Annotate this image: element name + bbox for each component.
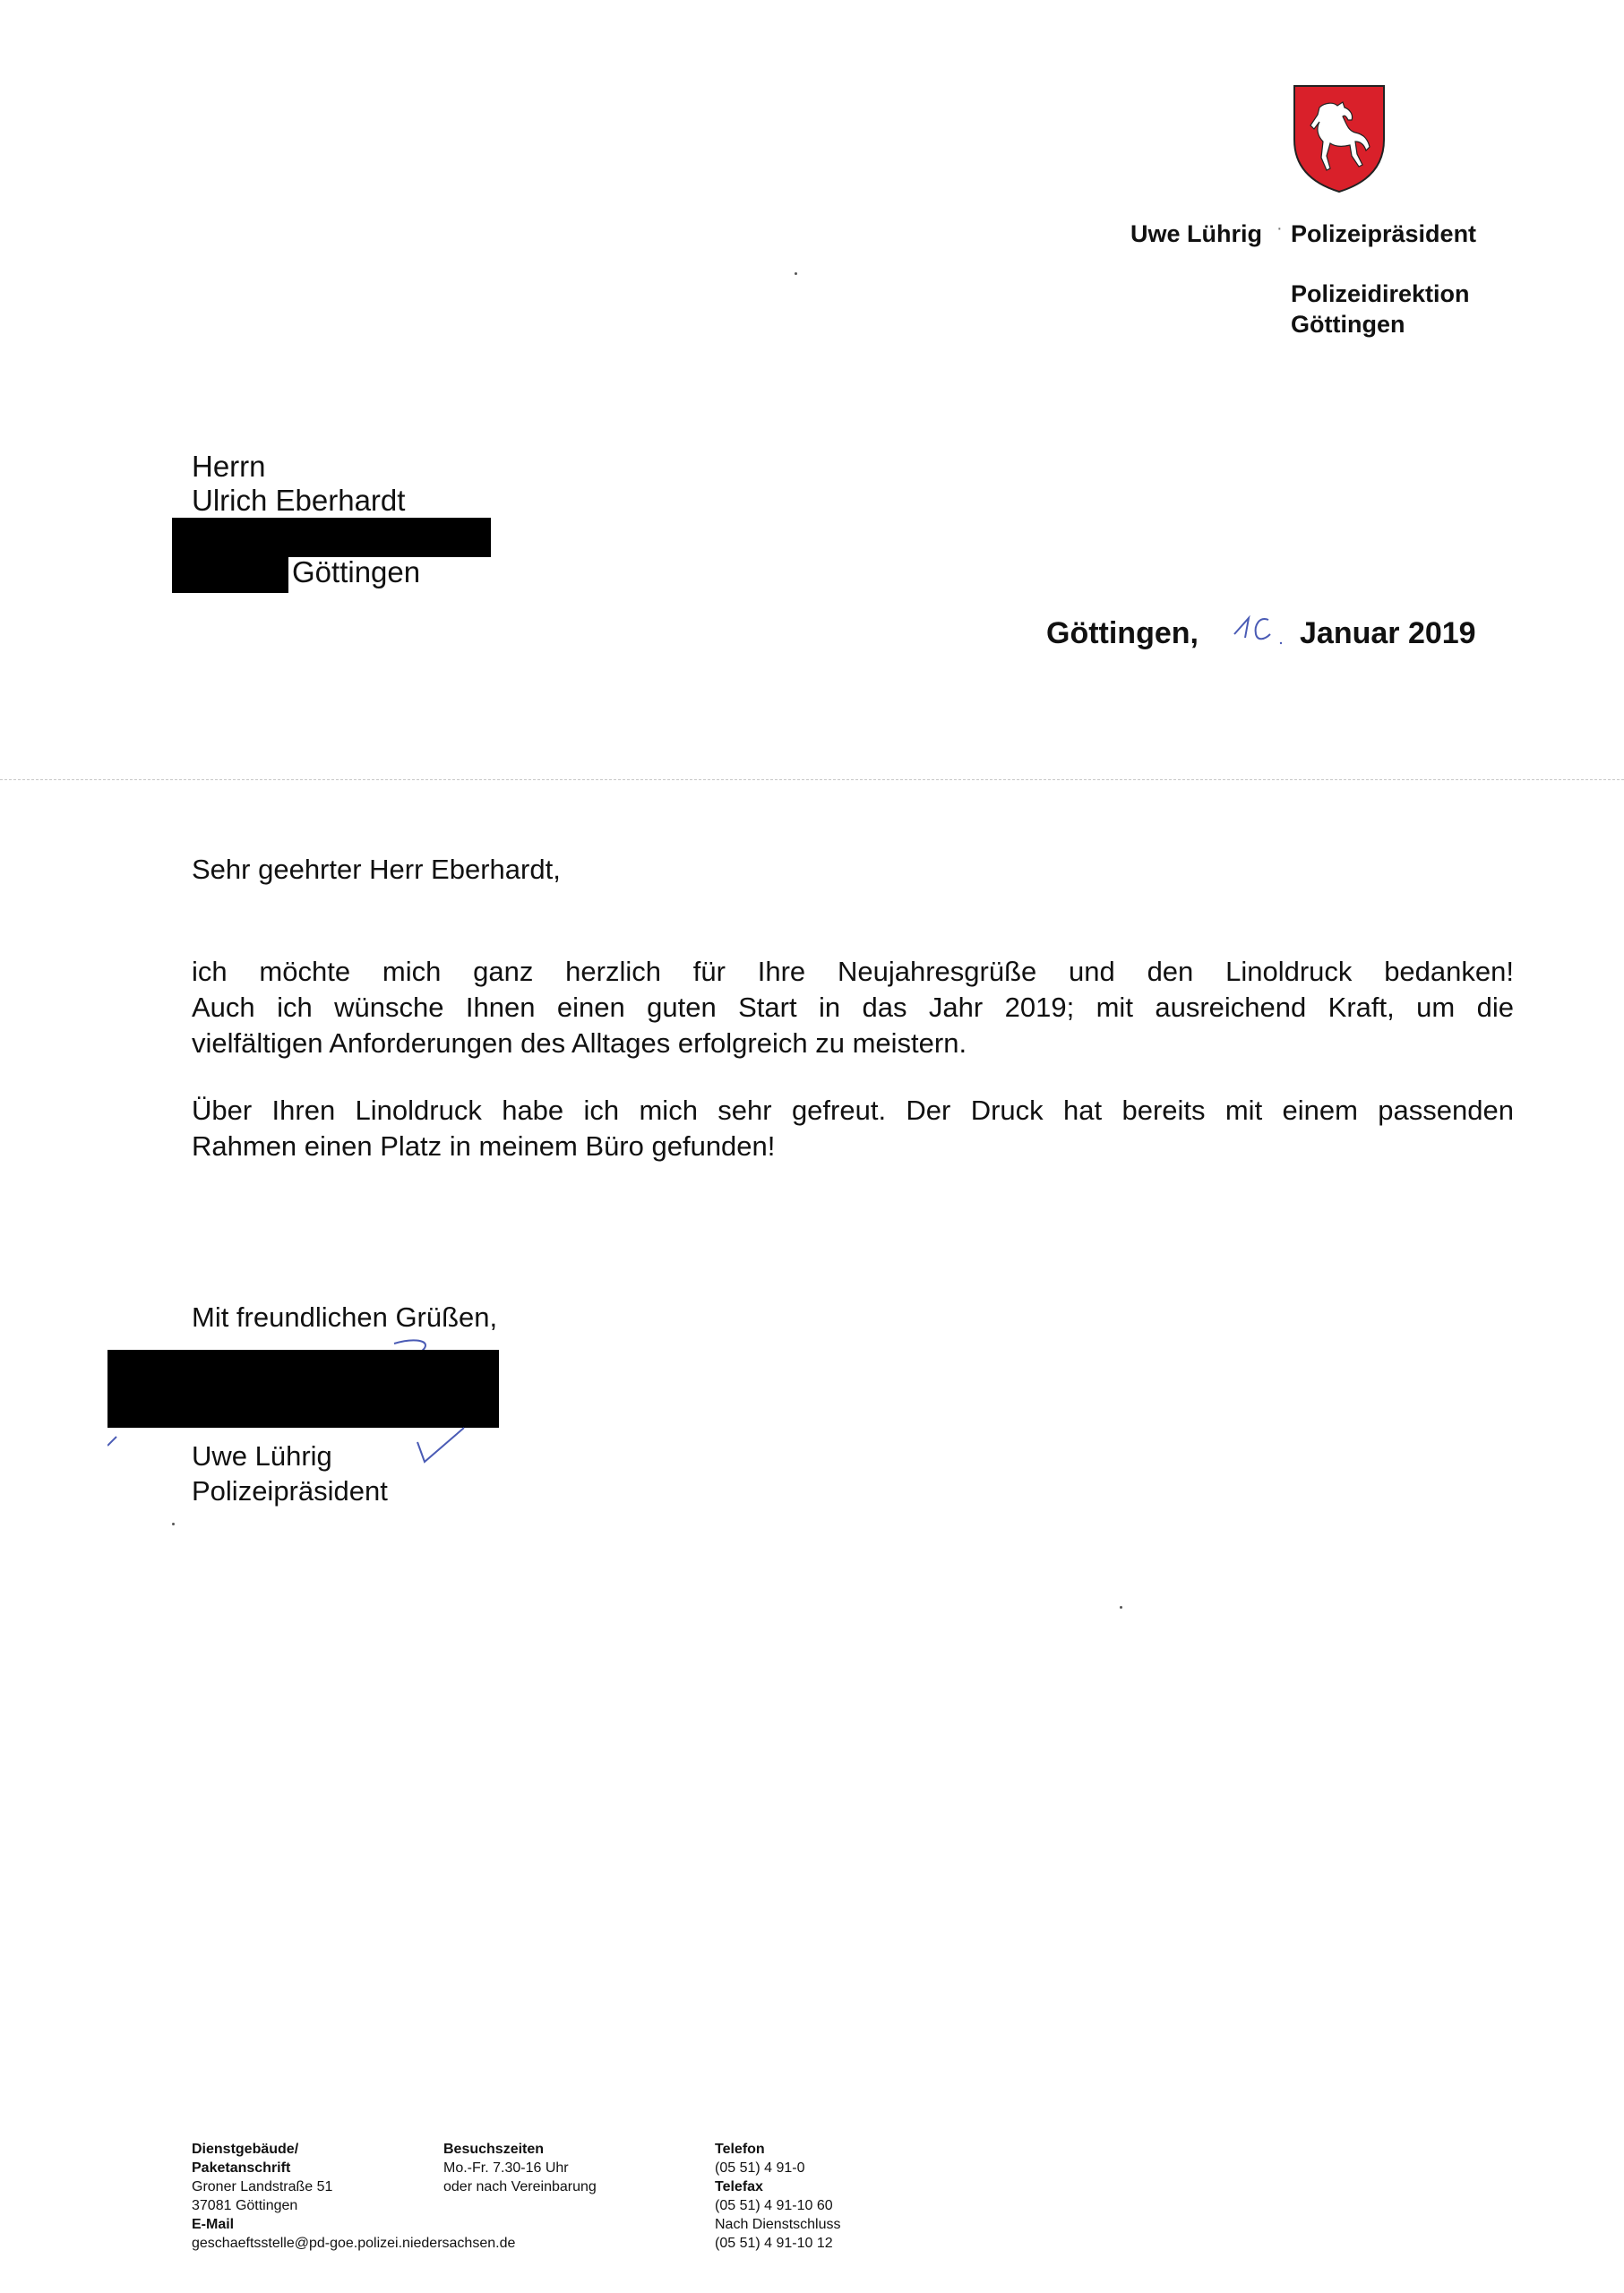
header-separator-dot: · (1276, 219, 1283, 238)
footer-contact-column (715, 2140, 841, 2253)
header-sender-name: Uwe Lührig (1130, 220, 1262, 247)
checkmark-icon (414, 1422, 468, 1467)
header-sender-title: Polizeipräsident (1291, 220, 1477, 247)
footer-fax: (05 51) 4 91-10 60 (715, 2198, 833, 2213)
paragraph-1-line-1: ich möchte mich ganz herzlich für Ihre Neujahresgrüße und den Linoldruck bedanken! (192, 956, 1514, 987)
recipient-salutation: Herrn (192, 450, 266, 483)
letter-paragraph-1 (192, 954, 1514, 1061)
scan-speck (1120, 1606, 1122, 1609)
redaction-bar-street (172, 518, 491, 557)
recipient-city: Göttingen (292, 555, 421, 588)
handwritten-day (1229, 607, 1285, 647)
footer-street: Groner Landstraße 51 (192, 2179, 333, 2194)
footer-hours-alt: oder nach Vereinbarung (443, 2179, 597, 2194)
signer-title: Polizeipräsident (192, 1475, 388, 1507)
header-department-city: Göttingen (1291, 311, 1405, 338)
paragraph-2-line-1: Über Ihren Linoldruck habe ich mich sehr gefreut. Der Druck hat bereits mit einem passenden (192, 1095, 1514, 1126)
paragraph-1-line-2: Auch ich wünsche Ihnen einen guten Start in das Jahr 2019; mit ausreichend Kraft, um die (192, 992, 1514, 1023)
header-department: Polizeidirektion (1291, 280, 1470, 307)
date-city: Göttingen, (1046, 616, 1199, 650)
footer-hours: Mo.-Fr. 7.30-16 Uhr (443, 2160, 569, 2176)
footer-fax-label: Telefax (715, 2179, 763, 2194)
scan-speck (172, 1523, 175, 1525)
letter-greeting: Sehr geehrter Herr Eberhardt, (192, 854, 561, 885)
footer-parcel-label: Paketanschrift (192, 2160, 291, 2176)
fold-line (0, 779, 1624, 780)
footer-phone-label: Telefon (715, 2142, 765, 2157)
footer-phone[interactable]: (05 51) 4 91-0 (715, 2160, 805, 2176)
footer-after-hours-label: Nach Dienstschluss (715, 2217, 841, 2232)
redaction-bar-signature (107, 1350, 499, 1428)
footer-email[interactable]: geschaeftsstelle@pd-goe.polizei.niedersachsen.de (192, 2236, 516, 2251)
footer-building-label: Dienstgebäude/ (192, 2142, 299, 2157)
footer-after-hours-phone[interactable]: (05 51) 4 91-10 12 (715, 2236, 833, 2251)
footer-hours-label: Besuchszeiten (443, 2142, 545, 2157)
recipient-name: Ulrich Eberhardt (192, 484, 406, 517)
letter-closing: Mit freundlichen Grüßen, (192, 1301, 498, 1333)
footer-hours-column (443, 2140, 597, 2196)
paragraph-2-line-2: Rahmen einen Platz in meinem Büro gefunden! (192, 1130, 776, 1162)
date-month-year: Januar 2019 (1300, 616, 1476, 650)
signer-name: Uwe Lührig (192, 1440, 332, 1472)
scan-speck (795, 272, 797, 275)
footer-zip-city: 37081 Göttingen (192, 2198, 298, 2213)
letter-paragraph-2 (192, 1093, 1514, 1164)
coat-of-arms-logo (1293, 84, 1386, 193)
paragraph-1-line-3: vielfältigen Anforderungen des Alltages erfolgreich zu meistern. (192, 1027, 967, 1059)
footer-email-label: E-Mail (192, 2217, 235, 2232)
redaction-bar-zip (172, 557, 288, 593)
